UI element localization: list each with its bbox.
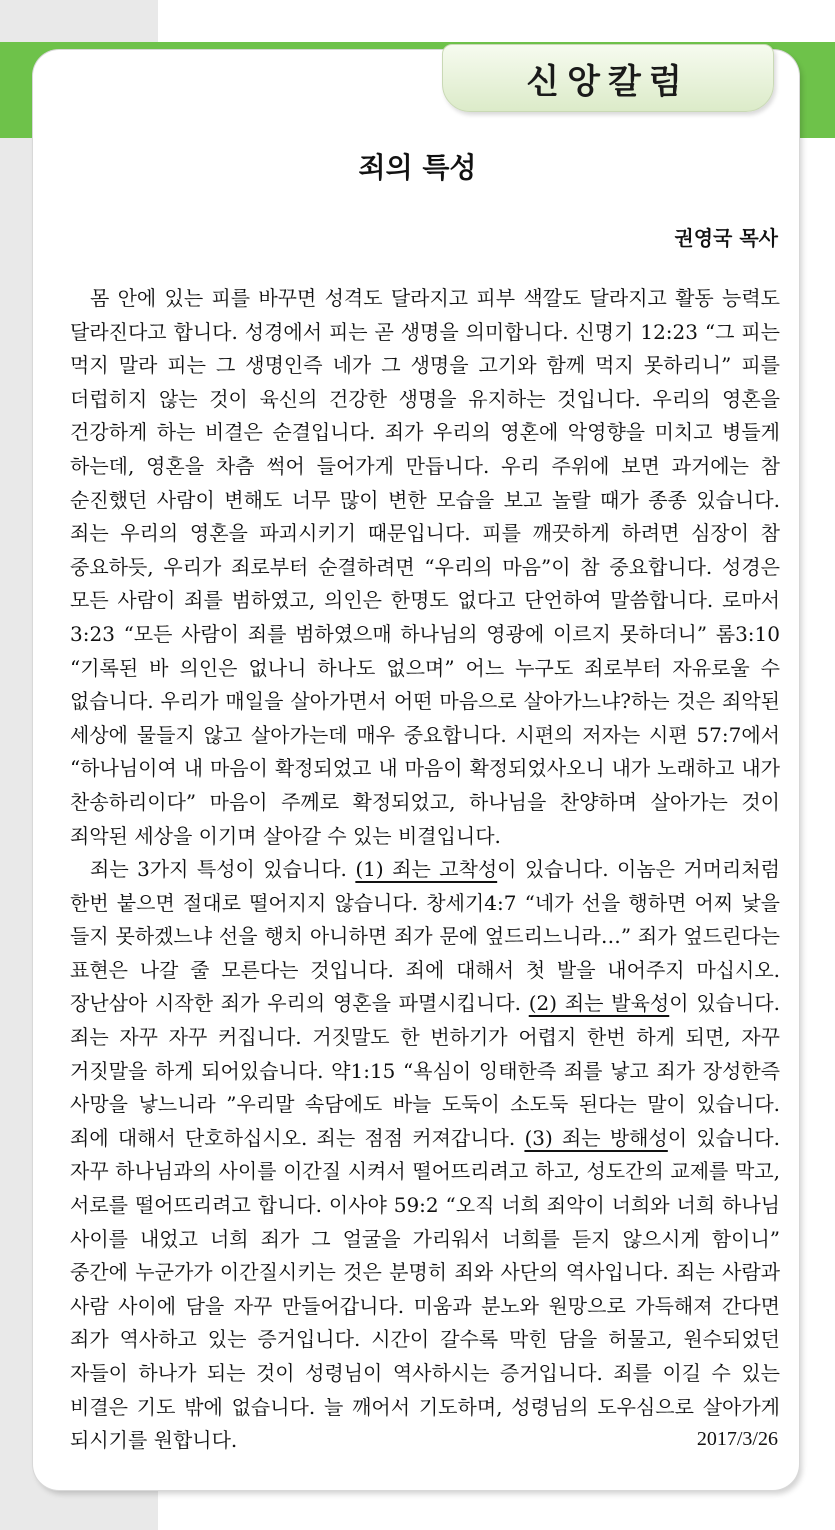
article-date: 2017/3/26: [696, 1428, 778, 1450]
paragraph-2-text-b: 이 있습니다. 이놈은 거머리처럼 한번 붙으면 절대로 떨어지지 않습니다. 창세기4:7 “네가 선을 행하면 어찌 낯을 들지 못하겠느냐 선을 행치 아니하면 죄가 문에 엎드리느니라…” 죄가 엎드린다는 표현은 나갈 줄 모른다는 것입니다. 죄에 대해서 첫 발을 내어주지 마십시오. 장난삼아 시작한 죄가 우리의 영혼을 파멸시킵니다.: [70, 857, 780, 1016]
characteristic-1-underlined: (1) 죄는 고착성: [355, 857, 498, 882]
paragraph-1: 몸 안에 있는 피를 바꾸면 성격도 달라지고 피부 색깔도 달라지고 활동 능력도 달라진다고 합니다. 성경에서 피는 곧 생명을 의미합니다. 신명기 12:23 “그 피는 먹지 말라 피는 그 생명인즉 네가 그 생명을 고기와 함께 먹지 못하리니” 피를 더럽히지 않는 것이 육신의 건강한 생명을 유지하는 것입니다. 우리의 영혼을 건강하게 하는 비결은 순결입니다. 죄가 우리의 영혼에 악영향을 미치고 병들게 하는데, 영혼을 차츰 썩어 들어가게 만듭니다. 우리 주위에 보면 과거에는 참 순진했던 사람이 변해도 너무 많이 변한 모습을 보고 놀랄 때가 종종 있습니다. 죄는 우리의 영혼을 파괴시키기 때문입니다. 피를 깨끗하게 하려면 심장이 참 중요하듯, 우리가 죄로부터 순결하려면 “우리의 마음”이 참 중요합니다. 성경은 모든 사람이 죄를 범하였고, 의인은 한명도 없다고 단언하여 말씀합니다. 로마서 3:23 “모든 사람이 죄를 범하였으매 하나님의 영광에 이르지 못하더니” 롬3:10 “기록된 바 의인은 없나니 하나도 없으며” 어느 누구도 죄로부터 자유로울 수 없습니다. 우리가 매일을 살아가면서 어떤 마음으로 살아가느냐?하는 것은 죄악된 세상에 물들지 않고 살아가는데 매우 중요합니다. 시편의 저자는 시편 57:7에서 “하나님이여 내 마음이 확정되었고 내 마음이 확정되었사오니 내가 노래하고 내가 찬송하리이다” 마음이 주께로 확정되었고, 하나님을 찬양하며 살아가는 것이 죄악된 세상을 이기며 살아갈 수 있는 비결입니다.: [70, 286, 780, 848]
article-title: 죄의 특성: [358, 151, 477, 184]
paragraph-2-text-a: 죄는 3가지 특성이 있습니다.: [90, 857, 356, 882]
section-tab: [442, 44, 774, 112]
paragraph-2: [70, 853, 780, 1458]
paragraph-2-text-c: 이 있습니다. 죄는 자꾸 자꾸 커집니다. 거짓말도 한 번하기가 어렵지 한번 하게 되면, 자꾸 거짓말을 하게 되어있습니다. 약1:15 “욕심이 잉태한즉 죄를 낳고 죄가 장성한즉 사망을 낳느니라 ”우리말 속담에도 바늘 도둑이 소도둑 된다는 말이 있습니다. 죄에 대해서 단호하십시오. 죄는 점점 커져갑니다.: [70, 991, 780, 1150]
section-title: 신앙칼럼: [526, 61, 690, 102]
article-author: 권영국 목사: [674, 226, 778, 250]
paragraph-2-text-d: 이 있습니다. 자꾸 하나님과의 사이를 이간질 시켜서 떨어뜨리려고 하고, 성도간의 교제를 막고, 서로를 떨어뜨리려고 합니다. 이사야 59:2 “오직 너희 죄악이 너희와 너희 하나님 사이를 내었고 너희 죄가 그 얼굴을 가리워서 너희를 듣지 않으시게 함이니” 중간에 누군가가 이간질시키는 것은 분명히 죄와 사단의 역사입니다. 죄는 사람과 사람 사이에 담을 자꾸 만들어갑니다. 미움과 분노와 원망으로 가득해져 간다면 죄가 역사하고 있는 증거입니다. 시간이 갈수록 막힌 담을 허물고, 원수되었던 자들이 하나가 되는 것이 성령님이 역사하시는 증거입니다. 죄를 이길 수 있는 비결은 기도 밖에 없습니다. 늘 깨어서 기도하며, 성령님의 도우심으로 살아가게 되시기를 원합니다.: [70, 1125, 780, 1453]
characteristic-2-underlined: (2) 죄는 발육성: [528, 991, 670, 1016]
article-body: [70, 282, 780, 1458]
characteristic-3-underlined: (3) 죄는 방해성: [524, 1125, 668, 1150]
